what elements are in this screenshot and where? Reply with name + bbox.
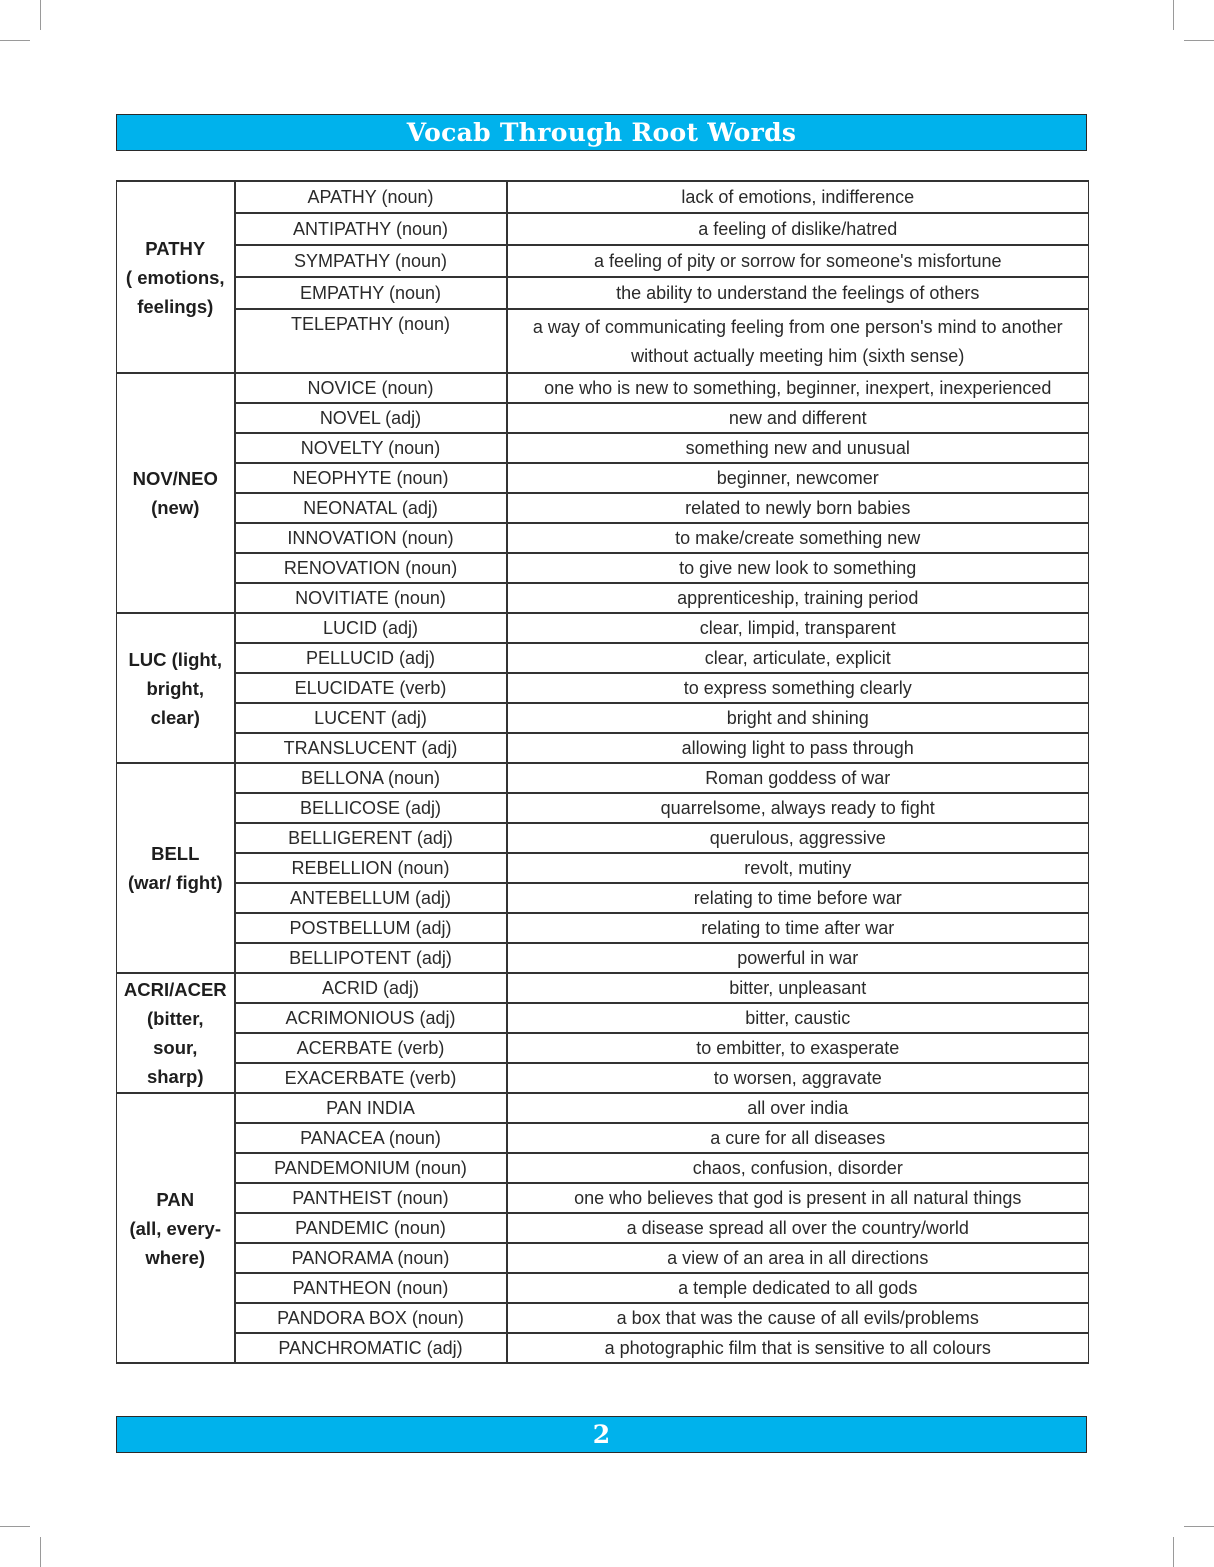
- meaning-cell: a temple dedicated to all gods: [507, 1273, 1089, 1303]
- vocab-word-cell: PANDEMIC (noun): [235, 1213, 507, 1243]
- vocab-word-cell: PANDORA BOX (noun): [235, 1303, 507, 1333]
- vocab-word-cell: BELLIPOTENT (adj): [235, 943, 507, 973]
- meaning-cell: the ability to understand the feelings of others: [507, 277, 1089, 309]
- vocab-word-cell: EXACERBATE (verb): [235, 1063, 507, 1093]
- vocab-word-cell: APATHY (noun): [235, 181, 507, 213]
- meaning-cell: a feeling of pity or sorrow for someone's misfortune: [507, 245, 1089, 277]
- meaning-cell: bright and shining: [507, 703, 1089, 733]
- meaning-cell: lack of emotions, indifference: [507, 181, 1089, 213]
- meaning-cell: a way of communicating feeling from one person's mind to another without actually meeting him (sixth sense): [507, 309, 1089, 373]
- meaning-cell: to express something clearly: [507, 673, 1089, 703]
- meaning-cell: revolt, mutiny: [507, 853, 1089, 883]
- vocab-word-cell: BELLICOSE (adj): [235, 793, 507, 823]
- meaning-cell: querulous, aggressive: [507, 823, 1089, 853]
- meaning-cell: to worsen, aggravate: [507, 1063, 1089, 1093]
- table-row: [117, 1123, 1089, 1153]
- vocab-word-cell: NEOPHYTE (noun): [235, 463, 507, 493]
- vocab-word-cell: ACRID (adj): [235, 973, 507, 1003]
- vocab-word-cell: NOVITIATE (noun): [235, 583, 507, 613]
- root-word-cell: LUC (light, bright, clear): [117, 613, 235, 763]
- vocab-word-cell: PANORAMA (noun): [235, 1243, 507, 1273]
- page-title-banner: [116, 114, 1087, 151]
- meaning-cell: to embitter, to exasperate: [507, 1033, 1089, 1063]
- page-number: 2: [592, 1420, 611, 1449]
- footer-banner: [116, 1416, 1087, 1453]
- vocab-word-cell: ACERBATE (verb): [235, 1033, 507, 1063]
- table-row: [117, 523, 1089, 553]
- vocab-word-cell: INNOVATION (noun): [235, 523, 507, 553]
- meaning-cell: allowing light to pass through: [507, 733, 1089, 763]
- meaning-cell: to give new look to something: [507, 553, 1089, 583]
- crop-mark: [40, 0, 41, 30]
- vocab-word-cell: RENOVATION (noun): [235, 553, 507, 583]
- vocab-word-cell: SYMPATHY (noun): [235, 245, 507, 277]
- vocab-word-cell: PAN INDIA: [235, 1093, 507, 1123]
- meaning-cell: a photographic film that is sensitive to all colours: [507, 1333, 1089, 1363]
- table-row: [117, 1153, 1089, 1183]
- root-word-cell: PATHY ( emotions, feelings): [117, 181, 235, 373]
- vocab-word-cell: NOVELTY (noun): [235, 433, 507, 463]
- table-row: [117, 277, 1089, 309]
- vocab-word-cell: POSTBELLUM (adj): [235, 913, 507, 943]
- crop-mark: [1173, 1537, 1174, 1567]
- table-row: [117, 703, 1089, 733]
- meaning-cell: relating to time after war: [507, 913, 1089, 943]
- vocab-table: [116, 180, 1089, 1364]
- table-row: [117, 853, 1089, 883]
- meaning-cell: a view of an area in all directions: [507, 1243, 1089, 1273]
- meaning-cell: bitter, caustic: [507, 1003, 1089, 1033]
- meaning-cell: one who is new to something, beginner, inexpert, inexperienced: [507, 373, 1089, 403]
- vocab-word-cell: PANDEMONIUM (noun): [235, 1153, 507, 1183]
- meaning-cell: Roman goddess of war: [507, 763, 1089, 793]
- meaning-cell: related to newly born babies: [507, 493, 1089, 523]
- table-row: [117, 1303, 1089, 1333]
- meaning-cell: beginner, newcomer: [507, 463, 1089, 493]
- meaning-cell: a box that was the cause of all evils/problems: [507, 1303, 1089, 1333]
- vocab-word-cell: NOVICE (noun): [235, 373, 507, 403]
- vocab-word-cell: TRANSLUCENT (adj): [235, 733, 507, 763]
- vocab-word-cell: PELLUCID (adj): [235, 643, 507, 673]
- page-title: Vocab Through Root Words: [406, 118, 797, 147]
- meaning-cell: a disease spread all over the country/world: [507, 1213, 1089, 1243]
- table-row: [117, 943, 1089, 973]
- table-row: [117, 1213, 1089, 1243]
- table-row: [117, 583, 1089, 613]
- table-row: [117, 823, 1089, 853]
- meaning-cell: clear, limpid, transparent: [507, 613, 1089, 643]
- vocab-word-cell: EMPATHY (noun): [235, 277, 507, 309]
- vocab-word-cell: LUCID (adj): [235, 613, 507, 643]
- table-row: [117, 373, 1089, 403]
- meaning-cell: powerful in war: [507, 943, 1089, 973]
- crop-mark: [1184, 40, 1214, 41]
- crop-mark: [40, 1537, 41, 1567]
- vocab-word-cell: ANTIPATHY (noun): [235, 213, 507, 245]
- table-row: [117, 213, 1089, 245]
- table-row: [117, 245, 1089, 277]
- meaning-cell: relating to time before war: [507, 883, 1089, 913]
- vocab-word-cell: TELEPATHY (noun): [235, 309, 507, 373]
- table-row: [117, 613, 1089, 643]
- root-word-cell: PAN (all, every- where): [117, 1093, 235, 1363]
- table-row: [117, 493, 1089, 523]
- table-row: [117, 673, 1089, 703]
- meaning-cell: bitter, unpleasant: [507, 973, 1089, 1003]
- table-row: [117, 763, 1089, 793]
- vocab-word-cell: NOVEL (adj): [235, 403, 507, 433]
- table-row: [117, 1273, 1089, 1303]
- vocab-word-cell: PANTHEIST (noun): [235, 1183, 507, 1213]
- meaning-cell: new and different: [507, 403, 1089, 433]
- table-row: [117, 1033, 1089, 1063]
- table-row: [117, 553, 1089, 583]
- vocab-word-cell: PANCHROMATIC (adj): [235, 1333, 507, 1363]
- meaning-cell: to make/create something new: [507, 523, 1089, 553]
- meaning-cell: a feeling of dislike/hatred: [507, 213, 1089, 245]
- vocab-word-cell: REBELLION (noun): [235, 853, 507, 883]
- meaning-cell: all over india: [507, 1093, 1089, 1123]
- table-row: [117, 1093, 1089, 1123]
- vocab-word-cell: PANTHEON (noun): [235, 1273, 507, 1303]
- table-row: [117, 643, 1089, 673]
- meaning-cell: a cure for all diseases: [507, 1123, 1089, 1153]
- table-row: [117, 1243, 1089, 1273]
- vocab-word-cell: BELLONA (noun): [235, 763, 507, 793]
- meaning-cell: chaos, confusion, disorder: [507, 1153, 1089, 1183]
- root-word-cell: BELL (war/ fight): [117, 763, 235, 973]
- meaning-cell: clear, articulate, explicit: [507, 643, 1089, 673]
- vocab-word-cell: LUCENT (adj): [235, 703, 507, 733]
- table-row: [117, 403, 1089, 433]
- root-word-cell: NOV/NEO (new): [117, 373, 235, 613]
- table-row: [117, 1003, 1089, 1033]
- table-row: [117, 1183, 1089, 1213]
- table-row: [117, 793, 1089, 823]
- vocab-word-cell: PANACEA (noun): [235, 1123, 507, 1153]
- table-row: [117, 1333, 1089, 1363]
- table-row: [117, 181, 1089, 213]
- meaning-cell: something new and unusual: [507, 433, 1089, 463]
- table-row: [117, 733, 1089, 763]
- meaning-cell: apprenticeship, training period: [507, 583, 1089, 613]
- table-row: [117, 1063, 1089, 1093]
- vocab-word-cell: ANTEBELLUM (adj): [235, 883, 507, 913]
- root-word-cell: ACRI/ACER (bitter, sour, sharp): [117, 973, 235, 1093]
- vocab-word-cell: ACRIMONIOUS (adj): [235, 1003, 507, 1033]
- table-row: [117, 883, 1089, 913]
- table-row: [117, 433, 1089, 463]
- meaning-cell: quarrelsome, always ready to fight: [507, 793, 1089, 823]
- table-row: [117, 309, 1089, 373]
- vocab-word-cell: BELLIGERENT (adj): [235, 823, 507, 853]
- table-row: [117, 913, 1089, 943]
- crop-mark: [1173, 0, 1174, 30]
- crop-mark: [0, 1526, 30, 1527]
- vocab-word-cell: ELUCIDATE (verb): [235, 673, 507, 703]
- vocab-word-cell: NEONATAL (adj): [235, 493, 507, 523]
- table-row: [117, 463, 1089, 493]
- meaning-cell: one who believes that god is present in all natural things: [507, 1183, 1089, 1213]
- table-row: [117, 973, 1089, 1003]
- crop-mark: [0, 40, 30, 41]
- crop-mark: [1184, 1526, 1214, 1527]
